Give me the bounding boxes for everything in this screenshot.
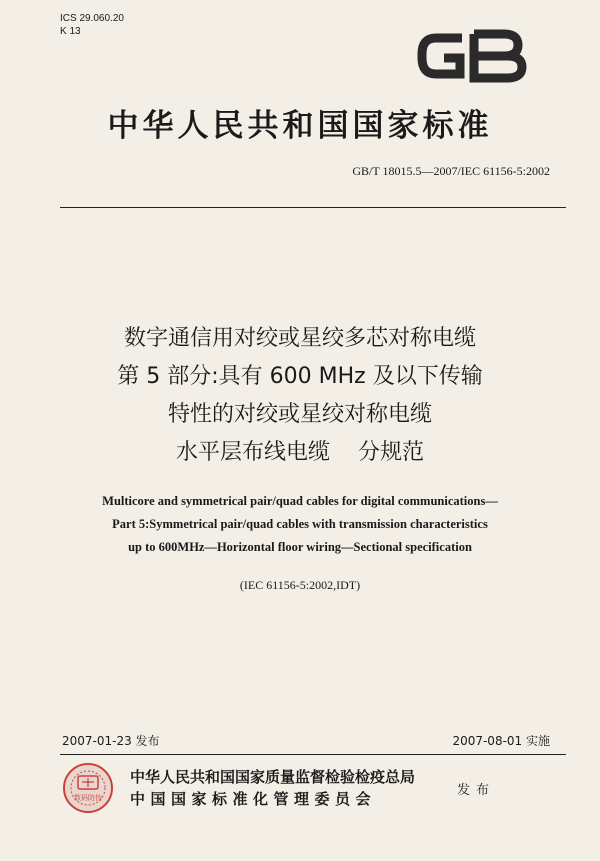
chinese-title-line: 数字通信用对绞或星绞多芯对称电缆 xyxy=(123,326,476,351)
implementation-date: 2007-08-01 实施 xyxy=(452,734,550,748)
seal-text: 数码防伪 xyxy=(74,794,102,802)
english-title-line: Multicore and symmetrical pair/quad cables for digital communications— xyxy=(102,494,498,508)
classification-codes xyxy=(60,12,124,38)
issuer-aqsiq: 中华人民共和国国家质量监督检验检疫总局 xyxy=(130,768,416,786)
publish-label: 发布 xyxy=(457,783,496,798)
ccs-code: K 13 xyxy=(60,26,81,37)
english-title xyxy=(0,490,600,559)
chinese-title-line: 特性的对绞或星绞对称电缆 xyxy=(167,402,432,427)
bottom-divider xyxy=(60,754,566,755)
issuer-sac: 中国国家标准化管理委员会 xyxy=(130,790,377,808)
chinese-title-line: 水平层布线电缆 分规范 xyxy=(176,440,424,465)
ics-code: ICS 29.060.20 xyxy=(60,13,124,24)
chinese-title xyxy=(0,320,600,472)
chinese-title-line: 第 5 部分:具有 600 MHz 及以下传输 xyxy=(117,364,483,389)
iec-equivalence: (IEC 61156-5:2002,IDT) xyxy=(239,578,361,592)
english-title-line: up to 600MHz—Horizontal floor wiring—Sectional specification xyxy=(128,540,472,554)
standard-number: GB/T 18015.5—2007/IEC 61156-5:2002 xyxy=(352,164,550,178)
english-title-line: Part 5:Symmetrical pair/quad cables with transmission characteristics xyxy=(112,517,488,531)
gb-logo-icon xyxy=(412,26,530,86)
national-standard-title: 中华人民共和国国家标准 xyxy=(107,108,493,144)
issue-date: 2007-01-23 发布 xyxy=(62,734,160,748)
top-divider xyxy=(60,207,566,208)
anti-counterfeit-seal-icon xyxy=(62,762,114,814)
issuing-authorities xyxy=(130,766,415,810)
